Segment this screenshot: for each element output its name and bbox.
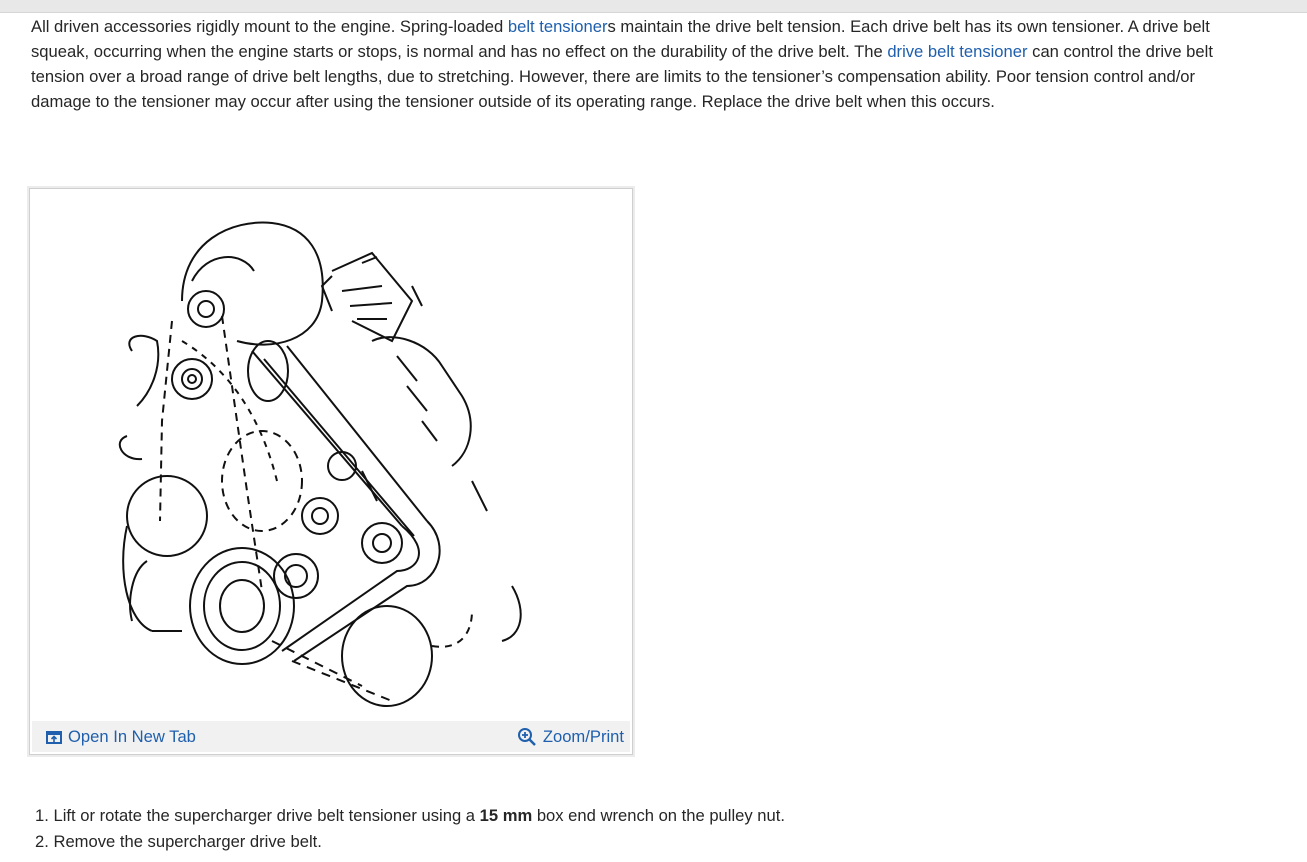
steps-list [35, 803, 785, 855]
open-in-new-tab-label: Open In New Tab [68, 727, 196, 746]
list-item [35, 803, 785, 829]
intro-paragraph [31, 14, 1241, 114]
step-text: Lift or rotate the supercharger drive belt tensioner using a [53, 806, 480, 825]
engine-drive-belt-illustration[interactable] [32, 191, 630, 721]
intro-text-2: s maintain the drive belt tension. Each drive belt has its own tensioner. A drive belt squeak, occurring when the engine starts or stops, is normal and has no effect on the durability of the drive belt. The [31, 17, 1210, 61]
step-number: 2. [35, 832, 49, 851]
figure-toolbar [32, 721, 630, 752]
belt-tensioner-link[interactable]: belt tensioner [507, 17, 608, 36]
intro-text-3: can control the drive belt tension over a broad range of drive belt lengths, due to stretching. However, there are limits to the tensioner’s compensation ability. Poor tension control and/or damage to the tensioner may occur after using the tensioner outside of its operating range. Replace the drive belt when this occurs. [31, 42, 1213, 111]
list-item [35, 829, 785, 855]
drive-belt-tensioner-link[interactable]: drive belt tensioner [887, 42, 1028, 61]
figure-container [29, 188, 633, 755]
zoom-print-label: Zoom/Print [542, 727, 624, 746]
open-in-new-tab-button[interactable] [46, 727, 196, 747]
step-text: Remove the supercharger drive belt. [53, 832, 322, 851]
step-text-end: box end wrench on the pulley nut. [532, 806, 785, 825]
top-bar [0, 0, 1307, 13]
zoom-in-icon [517, 727, 537, 747]
step-number: 1. [35, 806, 49, 825]
intro-text-1: All driven accessories rigidly mount to the engine. Spring-loaded [31, 17, 508, 36]
open-in-new-tab-icon [46, 730, 62, 744]
step-emphasis: 15 mm [479, 806, 533, 825]
zoom-print-button[interactable] [517, 727, 624, 747]
